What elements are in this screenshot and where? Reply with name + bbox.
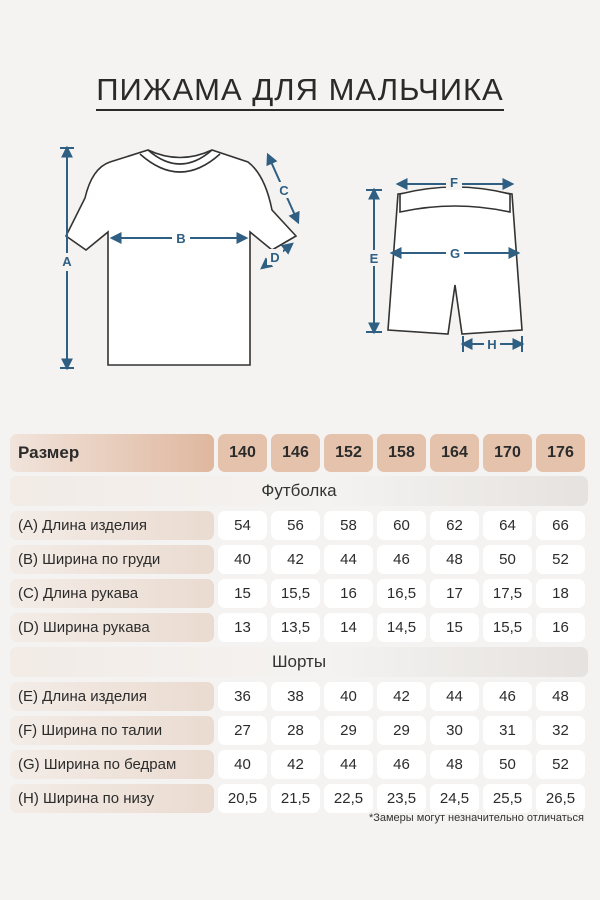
table-cell: 15 [430,613,479,642]
page-title: ПИЖАМА ДЛЯ МАЛЬЧИКА [0,72,600,108]
label-g: G [449,246,461,261]
table-cell: 14,5 [377,613,426,642]
size-158: 158 [377,434,426,472]
footnote: *Замеры могут незначительно отличаться [368,812,584,824]
table-row [10,716,588,745]
table-cell: 31 [483,716,532,745]
label-f: F [450,175,458,190]
row-label: (H) Ширина по низу [10,784,214,813]
table-cell: 58 [324,511,373,540]
table-cell: 25,5 [483,784,532,813]
section-shorts: Шорты [10,647,588,677]
row-label: (A) Длина изделия [10,511,214,540]
garment-diagram [0,120,600,390]
table-cell: 16 [536,613,585,642]
table-cell: 20,5 [218,784,267,813]
table-cell: 30 [430,716,479,745]
size-152: 152 [324,434,373,472]
table-cell: 13,5 [271,613,320,642]
table-cell: 40 [218,750,267,779]
row-label: (F) Ширина по талии [10,716,214,745]
size-header: Размер [10,434,214,472]
row-label: (G) Ширина по бедрам [10,750,214,779]
size-table [10,434,588,818]
table-cell: 44 [324,750,373,779]
table-row [10,750,588,779]
table-cell: 66 [536,511,585,540]
row-label: (E) Длина изделия [10,682,214,711]
label-d: D [270,250,280,265]
table-cell: 24,5 [430,784,479,813]
table-cell: 16,5 [377,579,426,608]
table-cell: 48 [430,750,479,779]
table-cell: 28 [271,716,320,745]
table-cell: 52 [536,750,585,779]
size-140: 140 [218,434,267,472]
row-label: (B) Ширина по груди [10,545,214,574]
table-cell: 27 [218,716,267,745]
table-cell: 22,5 [324,784,373,813]
table-cell: 62 [430,511,479,540]
table-cell: 48 [536,682,585,711]
row-label: (C) Длина рукава [10,579,214,608]
section-tshirt: Футболка [10,476,588,506]
table-cell: 15,5 [483,613,532,642]
table-cell: 44 [430,682,479,711]
table-cell: 54 [218,511,267,540]
table-cell: 15 [218,579,267,608]
table-cell: 46 [377,545,426,574]
row-label: (D) Ширина рукава [10,613,214,642]
table-cell: 50 [483,750,532,779]
table-cell: 26,5 [536,784,585,813]
table-cell: 23,5 [377,784,426,813]
table-cell: 42 [271,545,320,574]
table-cell: 64 [483,511,532,540]
table-cell: 36 [218,682,267,711]
table-cell: 16 [324,579,373,608]
table-cell: 17,5 [483,579,532,608]
label-h: H [487,337,497,352]
table-cell: 18 [536,579,585,608]
table-cell: 42 [377,682,426,711]
table-row [10,613,588,642]
table-row [10,784,588,813]
table-header-row [10,434,588,472]
size-170: 170 [483,434,532,472]
table-cell: 29 [377,716,426,745]
table-cell: 32 [536,716,585,745]
table-cell: 44 [324,545,373,574]
table-cell: 38 [271,682,320,711]
label-a: A [62,254,72,269]
table-cell: 29 [324,716,373,745]
table-cell: 17 [430,579,479,608]
label-e: E [369,251,379,266]
tshirt-icon [66,150,296,365]
table-row [10,545,588,574]
table-cell: 40 [218,545,267,574]
table-cell: 14 [324,613,373,642]
label-c: C [279,183,289,198]
table-cell: 46 [377,750,426,779]
table-row [10,682,588,711]
table-cell: 52 [536,545,585,574]
table-row [10,511,588,540]
size-146: 146 [271,434,320,472]
label-b: B [176,231,186,246]
table-cell: 56 [271,511,320,540]
table-cell: 50 [483,545,532,574]
size-164: 164 [430,434,479,472]
size-176: 176 [536,434,585,472]
table-cell: 15,5 [271,579,320,608]
table-cell: 46 [483,682,532,711]
table-row [10,579,588,608]
table-cell: 40 [324,682,373,711]
table-cell: 60 [377,511,426,540]
table-cell: 48 [430,545,479,574]
table-cell: 21,5 [271,784,320,813]
table-cell: 42 [271,750,320,779]
table-cell: 13 [218,613,267,642]
